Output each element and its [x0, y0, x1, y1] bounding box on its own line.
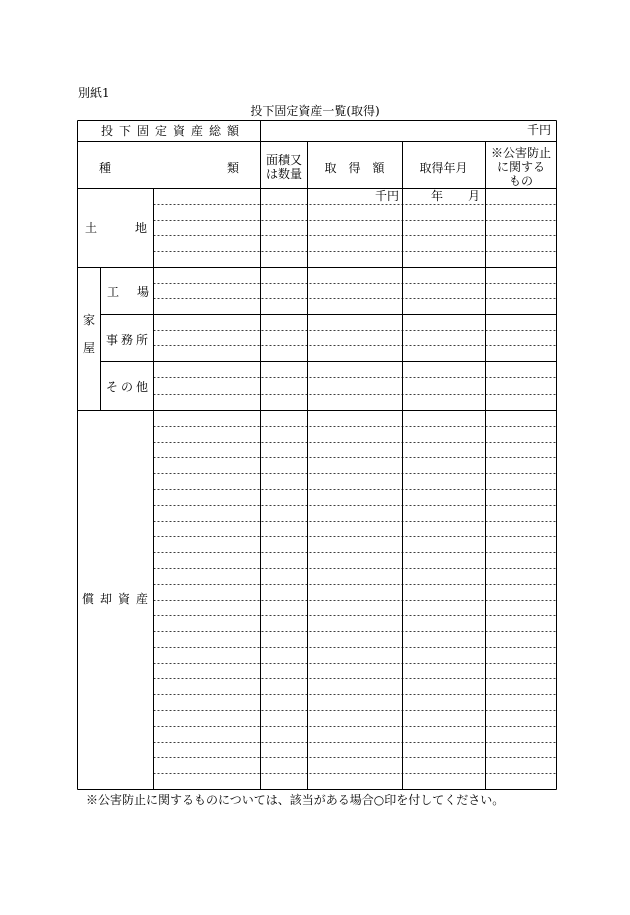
document-title: 投下固定資産一覧(取得) — [250, 104, 380, 118]
area-header — [260, 153, 308, 181]
date-year: 年 — [431, 189, 444, 203]
date-header: 取得年月 — [419, 161, 468, 175]
office-label: 事務所 — [106, 333, 152, 347]
other-label: その他 — [106, 380, 152, 394]
asset-form-table — [77, 120, 557, 790]
pollution-header-line1: ※公害防止 — [490, 146, 551, 160]
building-label: 家屋 — [83, 313, 96, 355]
attachment-label: 別紙1 — [78, 86, 110, 100]
total-unit: 千円 — [526, 123, 551, 137]
land-label-right: 地 — [135, 221, 148, 235]
pollution-header-line3: もの — [508, 174, 533, 188]
amount-header: 取 得 額 — [324, 161, 385, 175]
factory-label-left: 工 — [107, 285, 120, 299]
type-header-left: 種 — [99, 161, 112, 175]
type-header-right: 類 — [227, 161, 240, 175]
area-header-line2: は数量 — [265, 167, 302, 181]
pollution-header — [485, 146, 557, 188]
total-label: 投下固定資産総額 — [101, 124, 246, 138]
amount-unit: 千円 — [374, 189, 399, 203]
pollution-header-line2: に関する — [496, 160, 545, 174]
factory-label-right: 場 — [137, 285, 150, 299]
date-month: 月 — [468, 189, 481, 203]
land-label-left: 土 — [85, 221, 98, 235]
footnote: ※公害防止に関するものについては、該当がある場合○印を付してください。 — [86, 793, 505, 807]
depreciable-label: 償却資産 — [82, 592, 155, 606]
table-grid — [77, 120, 557, 790]
area-header-line1: 面積又 — [265, 153, 302, 167]
